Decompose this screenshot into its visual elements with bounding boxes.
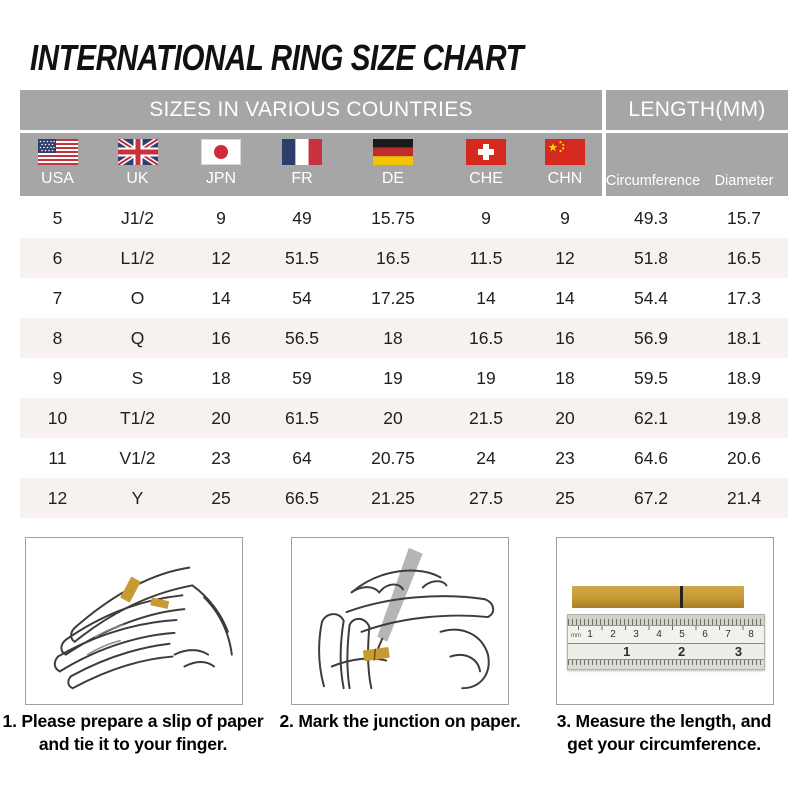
pen — [377, 548, 422, 642]
column-label: FR — [291, 170, 313, 187]
ruler-cm-number: 5 — [679, 629, 685, 640]
table-cell: 56.5 — [284, 327, 320, 348]
table-cell: 20.75 — [371, 447, 415, 468]
ruler-cm-number: 1 — [587, 629, 593, 640]
paper-slip-band — [363, 647, 390, 661]
table-cell: 25 — [211, 487, 231, 508]
paper-slip — [120, 577, 141, 603]
table-cell: 9 — [481, 207, 491, 228]
ruler-cm-number: 8 — [748, 629, 754, 640]
table-cell: 5 — [52, 207, 63, 228]
ruler-cm-number: 4 — [656, 629, 662, 640]
ruler — [567, 614, 765, 670]
ruler-fine-ticks-bottom — [568, 659, 764, 669]
column-label: UK — [126, 170, 149, 187]
table-cell: J1/2 — [120, 207, 155, 228]
table-cell: 23 — [211, 447, 231, 468]
ruler-fine-ticks-top — [568, 615, 764, 626]
germany-flag-icon — [373, 139, 413, 165]
table-cell: 21.5 — [468, 407, 504, 428]
table-cell: Q — [130, 327, 145, 348]
table-cell: 27.5 — [468, 487, 504, 508]
sizes-section-header: SIZES IN VARIOUS COUNTRIES — [20, 90, 602, 130]
table-cell: 16.5 — [726, 247, 762, 268]
table-header-sections — [20, 90, 788, 133]
column-label: CHE — [469, 170, 503, 187]
table-cell: 20 — [211, 407, 231, 428]
table-row — [20, 318, 788, 358]
step1-illustration-box — [25, 537, 243, 705]
table-cell: 51.8 — [633, 247, 669, 268]
table-cell: L1/2 — [120, 247, 155, 268]
table-cell: 19 — [383, 367, 403, 388]
length-section-header: LENGTH(MM) — [602, 90, 788, 130]
mark-junction-with-pen-illustration — [292, 538, 508, 704]
table-cell: 9 — [52, 367, 63, 388]
ruler-measuring-strip-illustration — [557, 538, 773, 704]
table-cell: 24 — [476, 447, 496, 468]
switzerland-flag-icon — [466, 139, 506, 165]
column-header-jpn — [180, 133, 262, 196]
table-row — [20, 238, 788, 278]
column-header-uk — [95, 133, 180, 196]
table-cell: 11.5 — [469, 247, 503, 268]
japan-flag-icon — [201, 139, 241, 165]
ruler-unit-label: mm — [571, 633, 581, 639]
paper-slip-end — [150, 597, 169, 608]
usa-flag-icon — [38, 139, 78, 165]
table-row — [20, 198, 788, 238]
table-cell: 10 — [47, 407, 68, 428]
table-cell: 59.5 — [633, 367, 669, 388]
table-column-header-row — [20, 133, 788, 198]
table-row — [20, 398, 788, 438]
step3-caption: 3. Measure the length, and get your circumference. — [556, 711, 772, 754]
column-label: CHN — [547, 170, 583, 187]
table-cell: 19.8 — [726, 407, 762, 428]
column-label: DE — [381, 170, 405, 187]
table-cell: 20.6 — [726, 447, 762, 468]
table-cell: 49.3 — [633, 207, 669, 228]
table-cell: 17.3 — [726, 287, 762, 308]
ruler-cm-scale — [568, 626, 764, 643]
table-cell: O — [130, 287, 145, 308]
step2-caption: 2. Mark the junction on paper. — [279, 711, 521, 731]
table-body — [20, 198, 788, 518]
table-cell: 49 — [292, 207, 312, 228]
ruler-inch-scale — [568, 643, 764, 659]
ruler-inch-number: 3 — [734, 644, 743, 659]
table-cell: 66.5 — [284, 487, 320, 508]
table-cell: 62.1 — [633, 407, 669, 428]
table-cell: 9 — [560, 207, 570, 228]
uk-flag-icon — [118, 139, 158, 165]
table-cell: 18 — [211, 367, 231, 388]
table-cell: 18 — [383, 327, 403, 348]
table-cell: 14 — [476, 287, 496, 308]
table-cell: 16.5 — [375, 247, 411, 268]
table-cell: 14 — [555, 287, 575, 308]
table-cell: 59 — [292, 367, 312, 388]
table-cell: 54 — [292, 287, 312, 308]
junction-mark — [374, 649, 375, 661]
table-cell: 9 — [216, 207, 226, 228]
table-row — [20, 358, 788, 398]
table-cell: 54.4 — [633, 287, 669, 308]
column-header-fr — [262, 133, 342, 196]
table-cell: 20 — [555, 407, 575, 428]
table-cell: S — [131, 367, 144, 388]
table-row — [20, 438, 788, 478]
table-cell: T1/2 — [119, 407, 156, 428]
ruler-inch-number: 2 — [678, 644, 686, 659]
table-cell: 15.7 — [726, 207, 762, 228]
column-header-diameter: Diameter — [700, 133, 788, 196]
column-header-de — [342, 133, 444, 196]
hand-with-paper-slip-illustration — [26, 538, 242, 704]
step3-illustration-box — [556, 537, 774, 705]
table-cell: 14 — [211, 287, 231, 308]
table-cell: 17.25 — [371, 287, 415, 308]
france-flag-icon — [282, 139, 322, 165]
column-label: USA — [41, 170, 74, 187]
table-cell: 16.5 — [468, 327, 504, 348]
table-cell: 12 — [555, 247, 575, 268]
table-cell: V1/2 — [119, 447, 156, 468]
table-cell: 18.1 — [726, 327, 762, 348]
table-cell: 64.6 — [633, 447, 669, 468]
step2-illustration-box — [291, 537, 509, 705]
step1-caption: 1. Please prepare a slip of paper and tie it to your finger. — [2, 711, 264, 754]
table-cell: 15.75 — [371, 207, 415, 228]
table-cell: 51.5 — [284, 247, 320, 268]
table-cell: 19 — [476, 367, 496, 388]
table-cell: 12 — [211, 247, 231, 268]
column-header-circumference: Circumference — [602, 133, 700, 196]
column-label: JPN — [205, 170, 237, 187]
table-cell: 67.2 — [633, 487, 669, 508]
table-cell: 18 — [555, 367, 575, 388]
junction-mark — [680, 586, 683, 608]
ruler-inch-number: 1 — [623, 644, 631, 659]
table-cell: 21.4 — [726, 487, 762, 508]
column-header-usa — [20, 133, 95, 196]
ring-size-table — [20, 90, 788, 518]
table-cell: 64 — [292, 447, 312, 468]
table-row — [20, 478, 788, 518]
table-cell: 7 — [52, 287, 63, 308]
table-row — [20, 278, 788, 318]
table-cell: 16 — [555, 327, 575, 348]
table-cell: 6 — [52, 247, 63, 268]
column-header-che — [444, 133, 528, 196]
china-flag-icon — [545, 139, 585, 165]
page-title: INTERNATIONAL RING SIZE CHART — [30, 37, 524, 78]
table-cell: 12 — [47, 487, 68, 508]
paper-strip — [572, 586, 744, 608]
ruler-cm-number: 7 — [725, 629, 731, 640]
table-cell: 8 — [52, 327, 63, 348]
ruler-cm-number: 6 — [702, 629, 708, 640]
table-cell: 11 — [48, 447, 67, 468]
ruler-cm-number: 3 — [633, 629, 639, 640]
table-cell: 20 — [383, 407, 403, 428]
table-cell: 16 — [211, 327, 231, 348]
table-cell: 21.25 — [371, 487, 415, 508]
table-cell: 56.9 — [633, 327, 669, 348]
table-cell: 23 — [555, 447, 575, 468]
table-cell: 25 — [555, 487, 575, 508]
table-cell: Y — [131, 487, 144, 508]
table-cell: 18.9 — [726, 367, 762, 388]
ruler-cm-number: 2 — [610, 629, 616, 640]
table-cell: 61.5 — [284, 407, 320, 428]
column-header-chn — [528, 133, 602, 196]
